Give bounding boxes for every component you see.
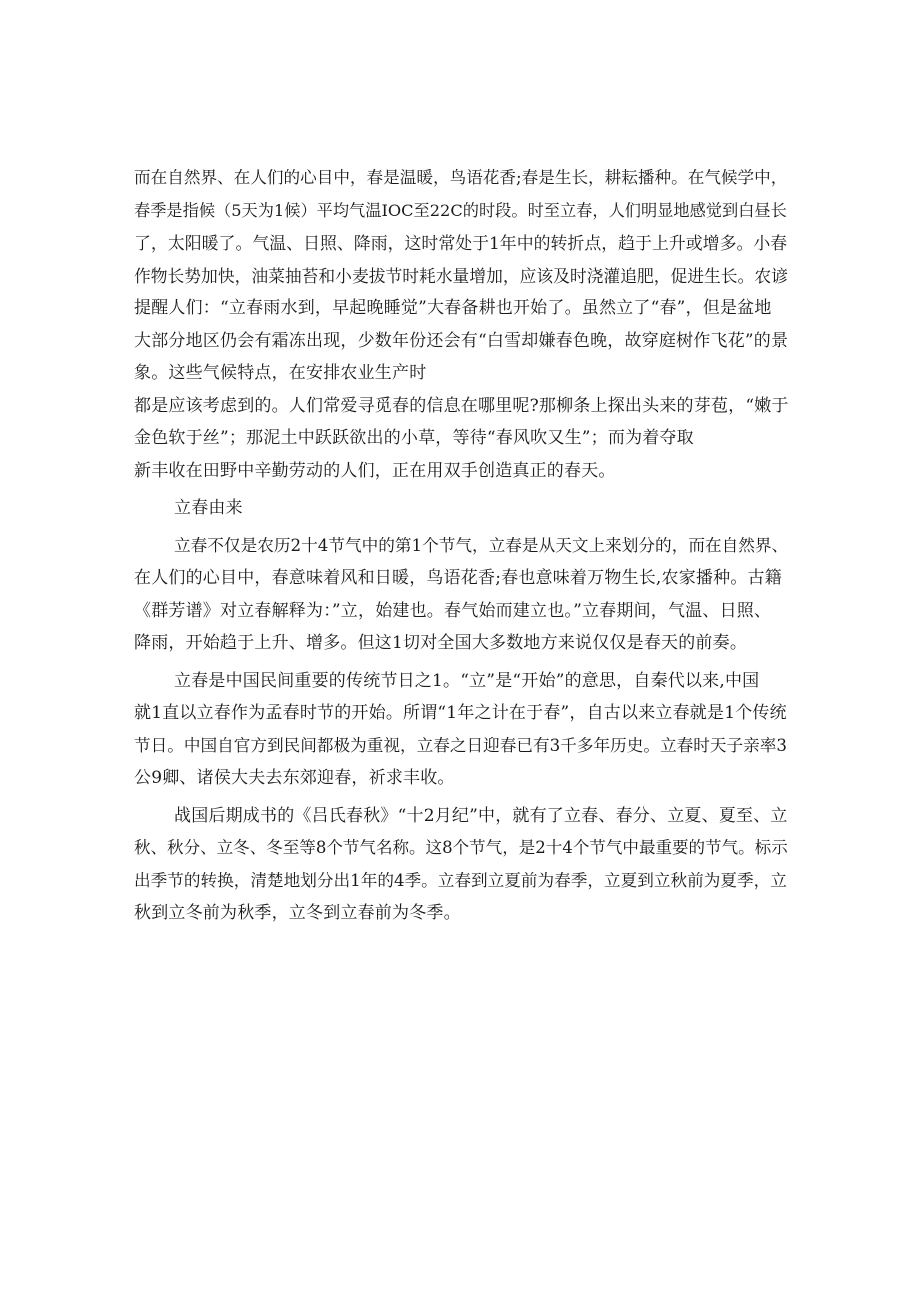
text-line: 节日。中国自官方到民间都极为重视，立春之日迎春已有3千多年历史。立春时天子亲率3 [134, 735, 787, 755]
text-line: 象。这些气候特点，在安排农业生产时 [134, 363, 427, 383]
text-line: 就1直以立春作为孟春时节的开始。所谓“1年之计在于春”，自古以来立春就是1个传统 [134, 703, 787, 723]
document-body [134, 162, 796, 930]
text-line: 金色软于丝”；那泥土中跃跃欲出的小草，等待“春风吹又生”；而为着夺取 [134, 428, 694, 448]
text-line: 秋到立冬前为秋季，立冬到立春前为冬季。 [134, 903, 461, 923]
text-line: 战国后期成书的《吕氏春秋》“十2月纪”中，就有了立春、春分、立夏、夏至、立 [174, 805, 788, 826]
text-line: 春季是指候（5天为1候）平均气温IOC至22C的时段。时至立春，人们明显地感觉到白昼长 [134, 200, 787, 220]
text-line: 降雨，开始趋于上升、增多。但这1切对全国大多数地方来说仅仅是春天的前奏。 [134, 633, 748, 653]
text-line: 了，太阳暖了。气温、日照、降雨，这时常处于1年中的转折点，趋于上升或增多。小春 [134, 233, 788, 253]
text-line: 《群芳谱》对立春解释为：”立，始建也。春气始而建立也。”立春期间，气温、日照、 [134, 600, 772, 621]
paragraph-origin [134, 530, 796, 660]
text-line: 立春不仅是农历2十4节气中的第1个节气，立春是从天文上来划分的，而在自然界、 [174, 535, 789, 555]
text-line: 立春是中国民间重要的传统节日之1。“立”是“开始”的意思，自秦代以来,中国 [174, 670, 760, 691]
paragraph-climate [134, 162, 796, 390]
section-heading [134, 492, 796, 525]
paragraph-festival [134, 665, 796, 795]
text-line: 出季节的转换，清楚地划分出1年的4季。立春到立夏前为春季，立夏到立秋前为夏季，立 [134, 870, 787, 890]
heading-origin: 立春由来 [174, 498, 243, 518]
text-line: 大部分地区仍会有霜冻出现，少数年份还会有“白雪却嫌春色晚，故穿庭树作飞花”的景 [134, 330, 789, 351]
paragraph-harvest [134, 455, 796, 488]
text-line: 新丰收在田野中辛勤劳动的人们，正在用双手创造真正的春天。 [134, 460, 616, 481]
text-line: 秋、秋分、立冬、冬至等8个节气名称。这8个节气，是2十4个节气中最重要的节气。标示 [134, 838, 788, 857]
text-line: 作物长势加快，油菜抽苔和小麦拔节时耗水量增加，应该及时浇灌追肥，促进生长。农谚 [134, 265, 788, 286]
text-line: 提醒人们：“立春雨水到，早起晚睡觉”大春备耕也开始了。虽然立了“春”，但是盆地 [134, 298, 772, 318]
text-line: 而在自然界、在人们的心目中，春是温暖，鸟语花香;春是生长，耕耘播种。在气候学中， [134, 168, 788, 187]
paragraph-lvshi-chunqiu [134, 800, 796, 930]
text-line: 公9卿、诸侯大夫去东郊迎春，祈求丰收。 [134, 768, 455, 788]
text-line: 在人们的心目中，春意味着风和日暖，鸟语花香;春也意味着万物生长,农家播种。古籍 [134, 568, 782, 588]
paragraph-spring-signs [134, 390, 796, 455]
text-line: 都是应该考虑到的。人们常爱寻觅春的信息在哪里呢?那柳条上探出头来的芽苞，“嫩于 [134, 395, 789, 416]
